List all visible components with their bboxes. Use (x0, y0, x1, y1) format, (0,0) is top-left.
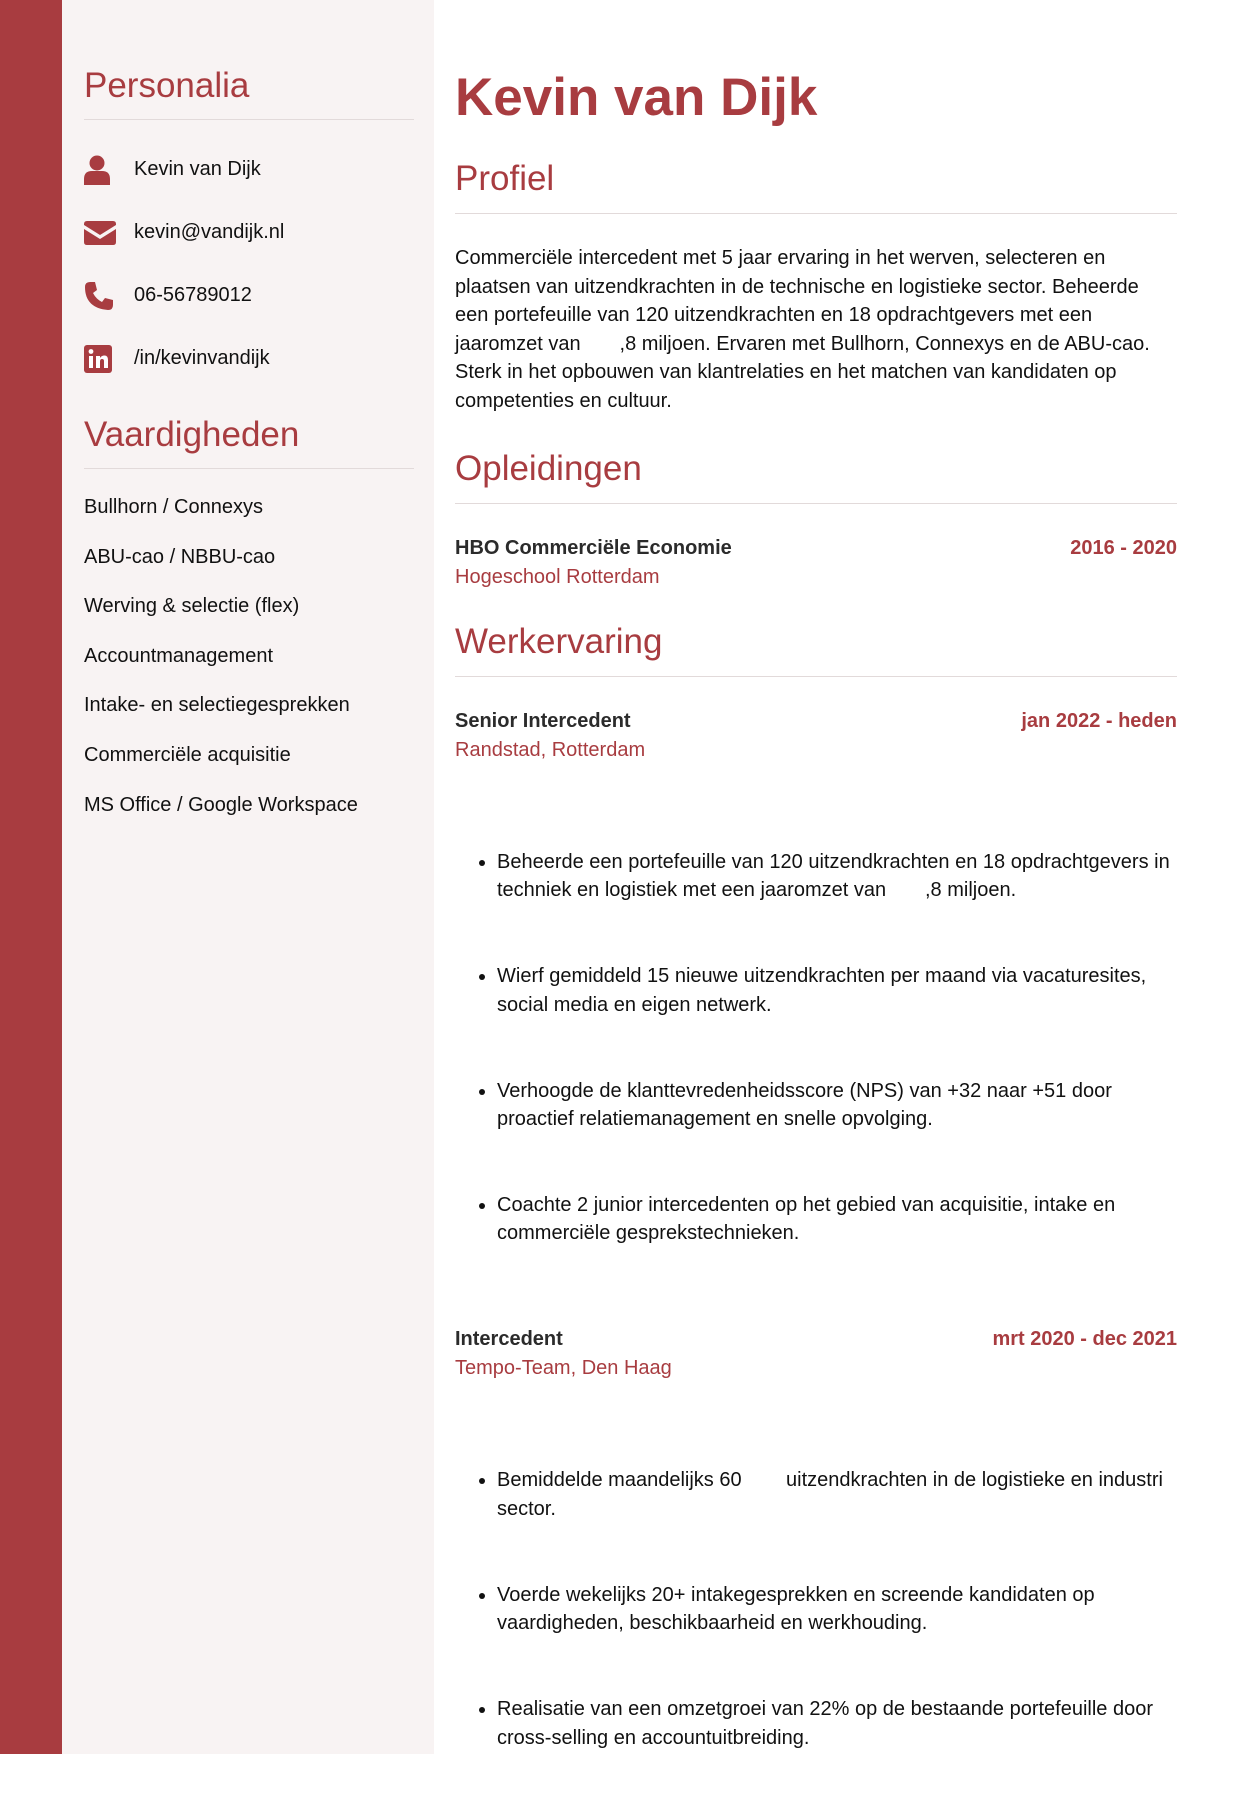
school-name: Hogeschool Rotterdam (455, 565, 660, 588)
list-item: • Coachte 2 junior intercedenten op het gebied van acquisitie, intake en commerciële gesprekstechnieken. (497, 1191, 1177, 1248)
profile-text: Commerciële intercedent met 5 jaar ervaring in het werven, selecteren en plaatsen van uitzendkrachten in de technische en logistieke sector. Beheerde een portefeuille van 120 uitzendkrachten en 18 opdrachtgevers met een jaaromzet van ,8 miljoen. Ervaren met Bullhorn, Connexys en de ABU-cao. Sterk in het opbouwen van klantrelaties en het matchen van kandidaten op competenties en cultuur. (455, 247, 1156, 412)
linkedin-icon (84, 343, 116, 375)
list-item: • Wierf gemiddeld 15 nieuwe uitzendkrachten per maand via vacaturesites, social media en eigen netwerk. (497, 962, 1177, 1019)
skills-heading: Vaardigheden (84, 415, 300, 454)
contact-name (84, 138, 414, 201)
skill-item: MS Office / Google Workspace (84, 793, 358, 816)
degree-title: HBO Commerciële Economie (455, 536, 732, 559)
contact-email[interactable] (84, 201, 414, 264)
divider (84, 468, 414, 469)
candidate-name: Kevin van Dijk (455, 68, 818, 127)
job-title: Intercedent (455, 1328, 563, 1351)
divider (84, 119, 414, 120)
skill-item: Accountmanagement (84, 644, 274, 667)
contact-list (84, 138, 414, 390)
accent-bar (0, 0, 62, 1754)
user-icon (84, 154, 116, 186)
skill-item: ABU-cao / NBBU-cao (84, 545, 276, 568)
skill-item: Werving & selectie (flex) (84, 595, 300, 618)
job-dates: jan 2022 - heden (1021, 709, 1177, 732)
list-item: • Voerde wekelijks 20+ intakegesprekken en screende kandidaten op vaardigheden, beschikbaarheid en werkhouding. (497, 1581, 1177, 1638)
skill-item: Intake- en selectiegesprekken (84, 694, 350, 717)
experience-heading: Werkervaring (455, 621, 663, 661)
education-heading: Opleidingen (455, 448, 642, 488)
skill-item: Commerciële acquisitie (84, 743, 291, 766)
divider (455, 213, 1177, 214)
profile-section (455, 157, 1177, 416)
profile-heading: Profiel (455, 159, 555, 198)
contact-email-text: kevin@vandijk.nl (134, 221, 285, 243)
envelope-icon (84, 217, 116, 249)
skill-list (84, 493, 414, 840)
contact-phone[interactable] (84, 264, 414, 327)
job-bullets (455, 791, 1177, 1306)
company-name: Randstad, Rotterdam (455, 738, 646, 761)
list-item: • Beheerde een portefeuille van 120 uitzendkrachten en 18 opdrachtgevers in techniek en logistiek met een jaaromzet van ,8 miljoen. (497, 848, 1177, 905)
skill-item: Bullhorn / Connexys (84, 496, 263, 518)
education-dates: 2016 - 2020 (1070, 536, 1177, 559)
list-item: • Verhoogde de klanttevredenheidsscore (NPS) van +32 naar +51 door proactief relatiemanagement en snelle opvolging. (497, 1077, 1177, 1134)
job-title: Senior Intercedent (455, 709, 631, 732)
personal-heading: Personalia (84, 66, 250, 105)
job-entry (455, 707, 1177, 1306)
contact-linkedin[interactable] (84, 327, 414, 390)
education-section (455, 447, 1177, 592)
list-item: • Bemiddelde maandelijks 60 uitzendkrachten in de logistieke en industri sector. (497, 1466, 1177, 1523)
education-entry (455, 534, 1177, 592)
company-name: Tempo-Team, Den Haag (455, 1357, 672, 1380)
main-content (455, 58, 1202, 1810)
sidebar (62, 0, 434, 1754)
contact-name-text: Kevin van Dijk (134, 158, 261, 180)
job-bullets (455, 1409, 1202, 1809)
list-item: • Realisatie van een omzetgroei van 22% op de bestaande portefeuille door cross-selling en accountuitbreiding. (497, 1695, 1177, 1752)
contact-linkedin-text: /in/kevinvandijk (134, 347, 270, 369)
job-entry (455, 1325, 1202, 1809)
phone-icon (84, 280, 116, 312)
divider (455, 676, 1177, 677)
divider (455, 503, 1177, 504)
experience-section (455, 620, 1202, 1810)
job-dates: mrt 2020 - dec 2021 (992, 1328, 1177, 1351)
contact-phone-text: 06-56789012 (134, 284, 252, 306)
